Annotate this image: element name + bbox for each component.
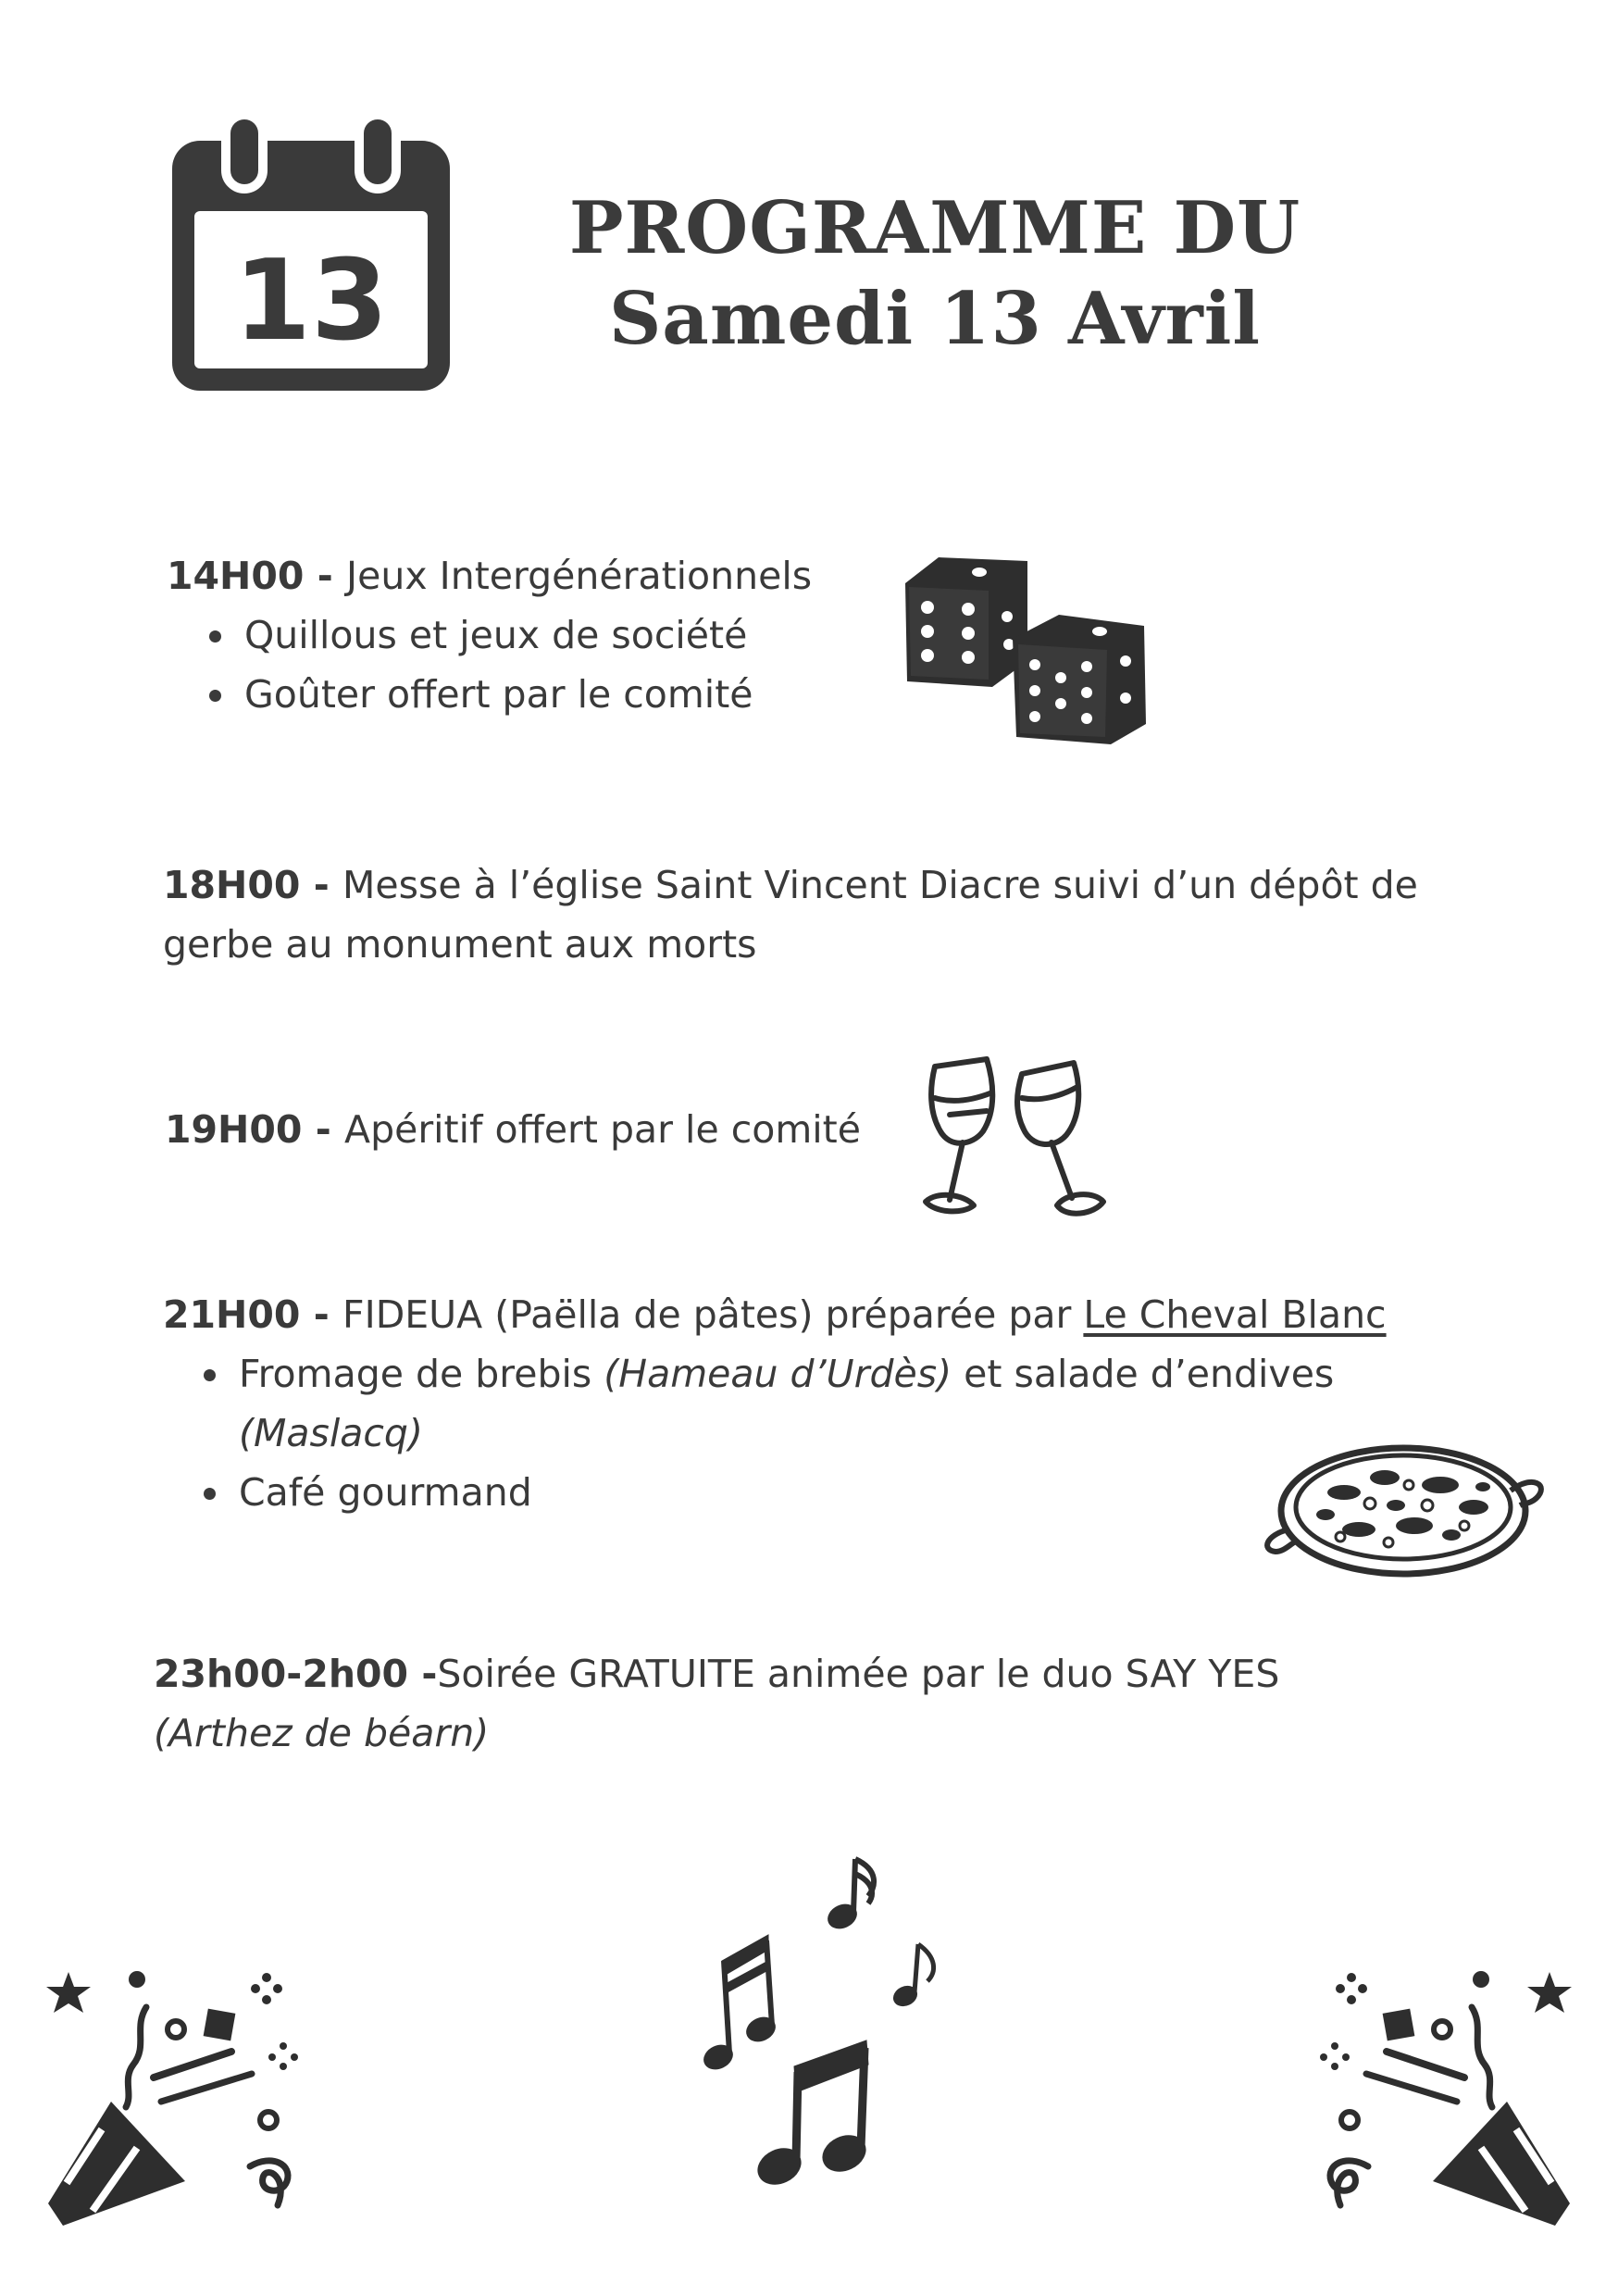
event-separator: - bbox=[302, 1107, 345, 1152]
event-time: 23h00-2h00 bbox=[154, 1652, 409, 1696]
dice-icon bbox=[896, 552, 1157, 748]
item-origin: (Maslacq) bbox=[239, 1411, 423, 1455]
party-popper-icon bbox=[1303, 1963, 1581, 2240]
party-popper-icon bbox=[37, 1963, 315, 2240]
music-notes-icon bbox=[694, 1842, 963, 2203]
item-origin: (Hameau d’Urdès) bbox=[604, 1352, 952, 1396]
event-19h00 bbox=[165, 1100, 905, 1159]
event-note: (Arthez de béarn) bbox=[154, 1711, 490, 1755]
event-14h00 bbox=[167, 546, 870, 724]
item-text: Fromage de brebis bbox=[239, 1352, 604, 1396]
event-text: Soirée GRATUITE animée par le duo SAY YES bbox=[437, 1652, 1280, 1696]
event-time: 18H00 bbox=[163, 863, 301, 907]
event-18h00 bbox=[163, 855, 1477, 974]
list-item: • Quillous et jeux de société bbox=[239, 605, 870, 665]
event-time: 21H00 bbox=[163, 1292, 301, 1337]
event-separator: - bbox=[300, 1292, 343, 1337]
event-separator: - bbox=[300, 863, 343, 907]
event-time: 19H00 bbox=[165, 1107, 303, 1152]
event-separator: - bbox=[304, 554, 347, 598]
paella-pan-icon bbox=[1255, 1433, 1553, 1592]
item-text: et salade d’endives bbox=[952, 1352, 1335, 1396]
calendar-day: 13 bbox=[233, 237, 389, 366]
event-items bbox=[167, 605, 870, 724]
event-text: Messe à l’église Saint Vincent Diacre suivi d’un dépôt de gerbe au monument aux morts bbox=[163, 863, 1418, 967]
champagne-glasses-icon bbox=[913, 1046, 1126, 1222]
list-item: • Goûter offert par le comité bbox=[239, 665, 870, 724]
title-line-1: PROGRAMME DU bbox=[568, 186, 1301, 270]
event-text: FIDEUA (Paëlla de pâtes) préparée par bbox=[342, 1292, 1084, 1337]
calendar-icon bbox=[167, 109, 455, 398]
event-time: 14H00 bbox=[167, 554, 305, 598]
event-23h00 bbox=[154, 1644, 1450, 1763]
title-line-2: Samedi 13 Avril bbox=[608, 277, 1262, 361]
event-separator: - bbox=[408, 1652, 438, 1696]
event-text: Apéritif offert par le comité bbox=[344, 1107, 861, 1152]
restaurant-name: Le Cheval Blanc bbox=[1083, 1292, 1387, 1337]
page-title bbox=[518, 183, 1351, 365]
event-title: Jeux Intergénérationnels bbox=[346, 554, 813, 598]
list-item: • Café gourmand bbox=[233, 1463, 1474, 1522]
